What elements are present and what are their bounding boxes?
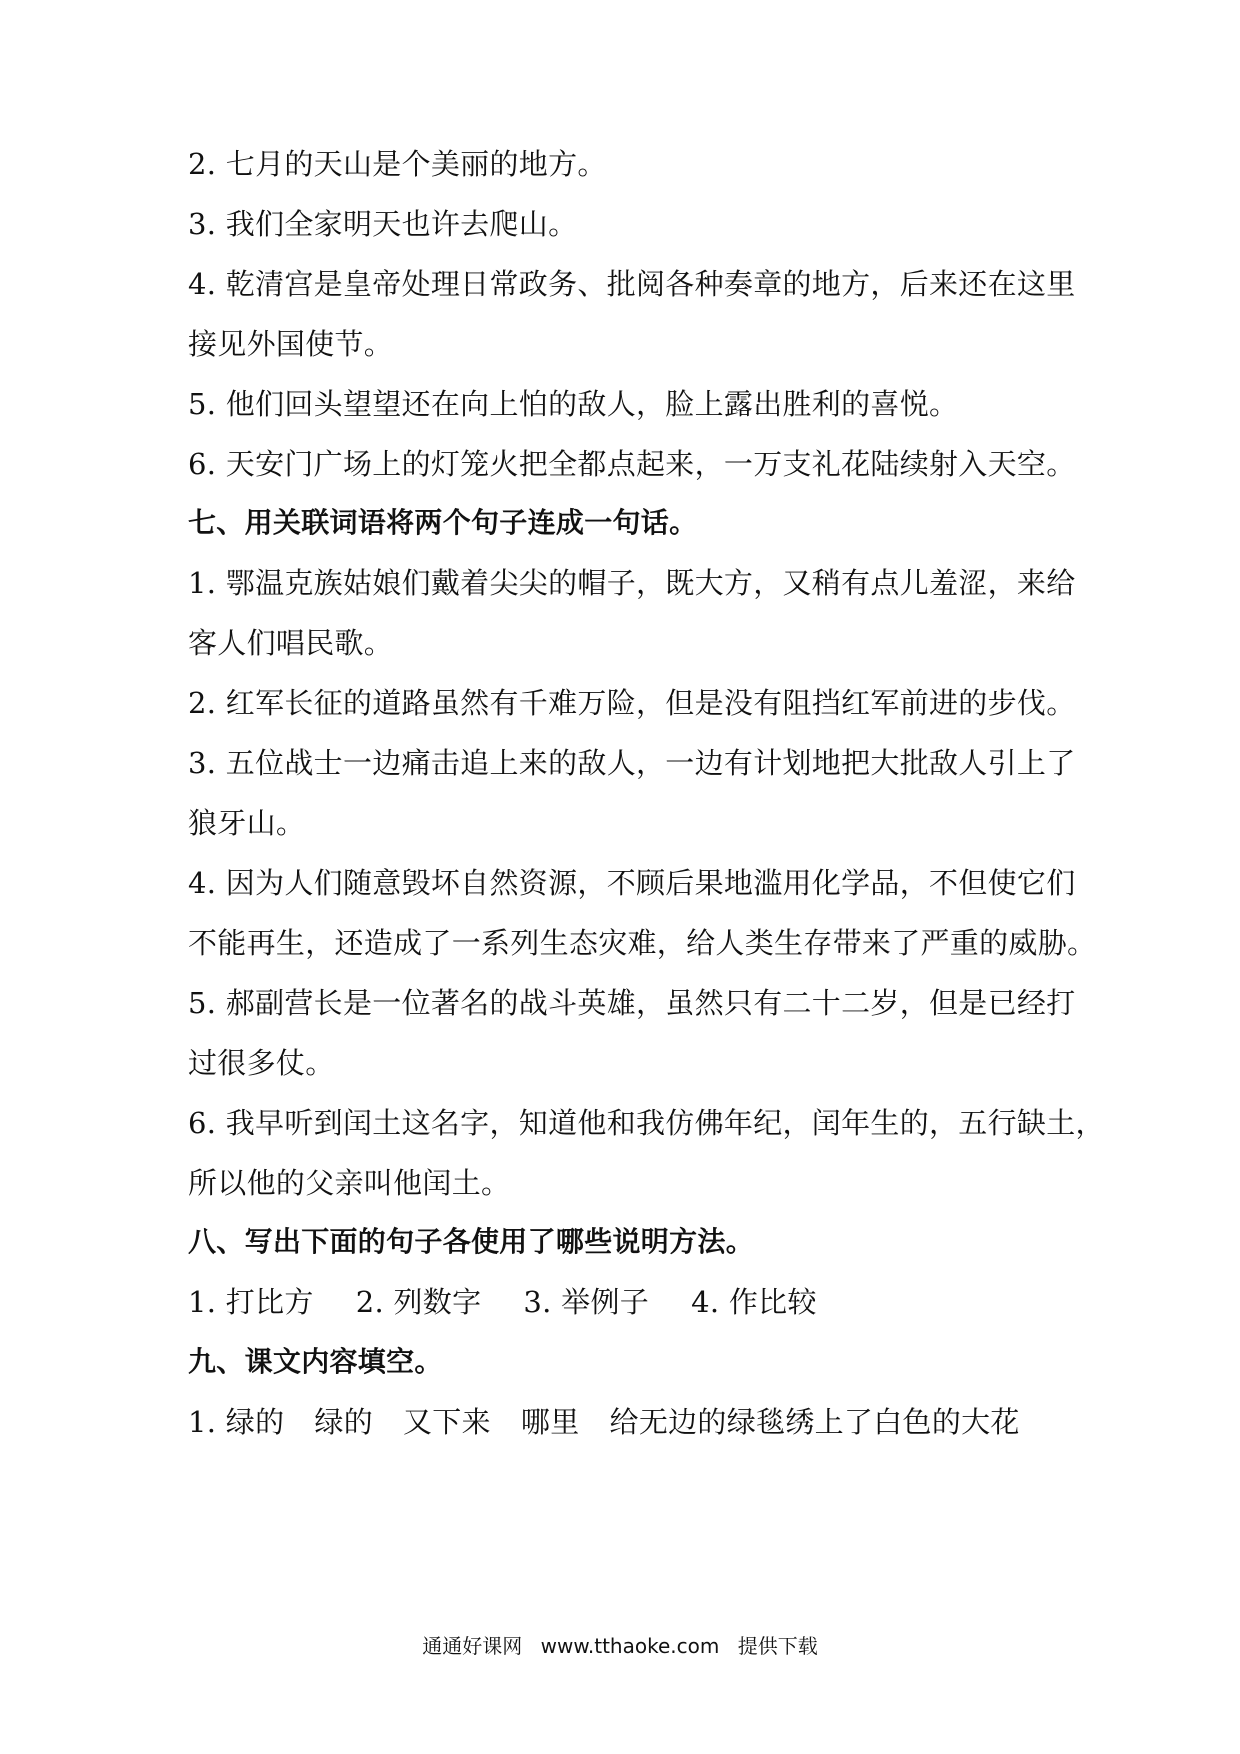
answer-line: 过很多仗。 [188, 1046, 335, 1080]
section-heading: 八、写出下面的句子各使用了哪些说明方法。 [188, 1225, 755, 1258]
answer-line: 4. 乾清宫是皇帝处理日常政务、批阅各种奏章的地方，后来还在这里 [188, 267, 1076, 301]
answer-item: 2. 列数字 [355, 1285, 482, 1319]
answer-line: 接见外国使节。 [188, 327, 394, 361]
footer-url[interactable]: www.tthaoke.com [540, 1634, 720, 1658]
answer-line: 所以他的父亲叫他闰土。 [188, 1166, 511, 1200]
answer-line: 5. 他们回头望望还在向上怕的敌人，脸上露出胜利的喜悦。 [188, 387, 959, 421]
answer-line: 狼牙山。 [188, 806, 306, 840]
answer-item: 哪里 [520, 1405, 580, 1439]
answer-line [188, 1402, 1020, 1442]
answer-line: 3. 五位战士一边痛击追上来的敌人，一边有计划地把大批敌人引上了 [188, 746, 1076, 780]
answer-item: 1. 打比方 [188, 1285, 314, 1319]
answer-item: 4. 作比较 [691, 1285, 817, 1319]
footer-note: 提供下载 [737, 1634, 818, 1658]
answer-line: 6. 我早听到闰土这名字，知道他和我仿佛年纪，闰年生的，五行缺土， [188, 1106, 1105, 1140]
answer-line: 2. 红军长征的道路虽然有千难万险，但是没有阻挡红军前进的步伐。 [188, 686, 1076, 720]
answer-line: 客人们唱民歌。 [188, 626, 394, 660]
answer-item: 3. 举例子 [523, 1285, 650, 1319]
answer-line: 5. 郝副营长是一位著名的战斗英雄，虽然只有二十二岁，但是已经打 [188, 986, 1076, 1020]
footer-site: 通通好课网 [422, 1634, 523, 1658]
answer-line: 2. 七月的天山是个美丽的地方。 [188, 147, 607, 181]
answer-line: 6. 天安门广场上的灯笼火把全都点起来，一万支礼花陆续射入天空。 [188, 447, 1076, 481]
answer-line: 不能再生，还造成了一系列生态灾难，给人类生存带来了严重的威胁。 [188, 926, 1097, 960]
page-footer [0, 1632, 1240, 1660]
answer-item: 绿的 [314, 1405, 373, 1439]
answer-item: 又下来 [403, 1405, 491, 1439]
answer-line: 1. 鄂温克族姑娘们戴着尖尖的帽子，既大方，又稍有点儿羞涩，来给 [188, 566, 1076, 600]
section-heading: 九、课文内容填空。 [188, 1345, 443, 1378]
section-heading: 七、用关联词语将两个句子连成一句话。 [188, 506, 698, 539]
answer-line: 3. 我们全家明天也许去爬山。 [188, 207, 578, 241]
answer-line: 4. 因为人们随意毁坏自然资源，不顾后果地滥用化学品，不但使它们 [188, 866, 1076, 900]
answer-item: 1. 绿的 [188, 1405, 285, 1439]
answer-line [188, 1282, 817, 1322]
answer-item: 给无边的绿毯绣上了白色的大花 [609, 1405, 1020, 1439]
